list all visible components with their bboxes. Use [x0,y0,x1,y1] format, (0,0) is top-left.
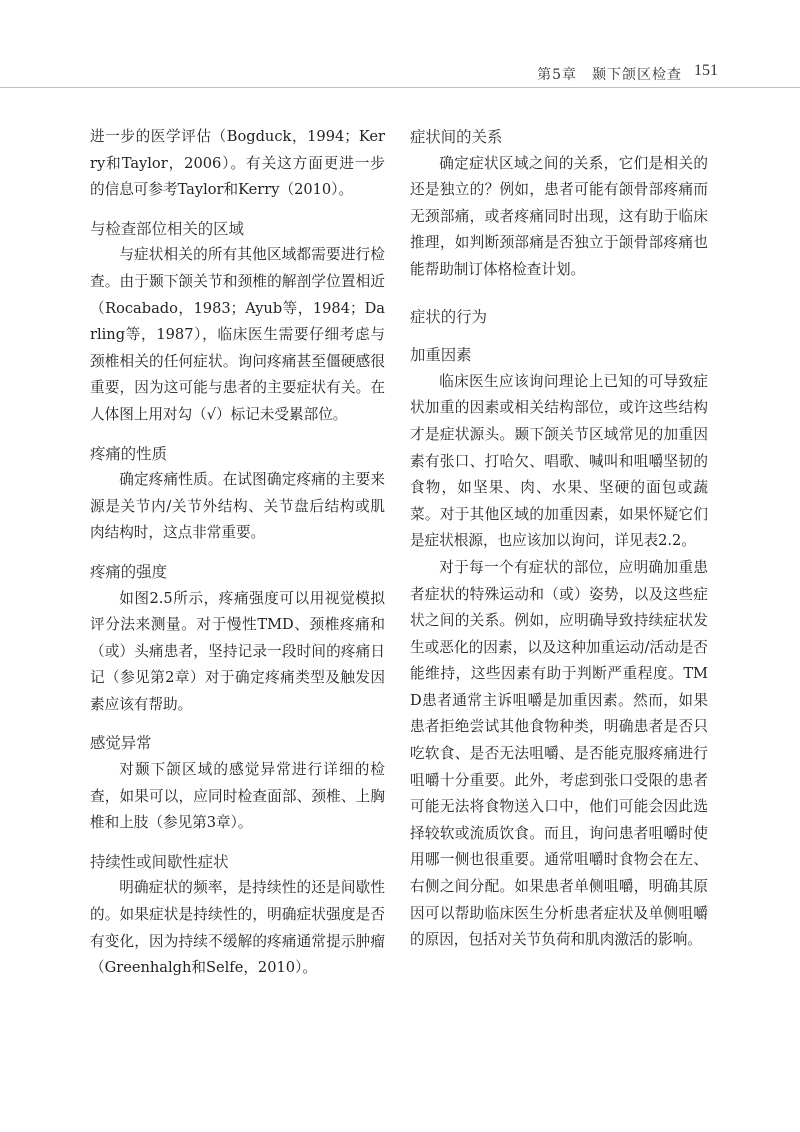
left-column [90,124,385,982]
right-column [410,124,708,954]
section-heading-constant-intermittent: 持续性或间歇性症状 [90,852,229,871]
paragraph-related-areas: 与症状相关的所有其他区域都需要进行检查。由于颞下颌关节和颈椎的解剖学位置相近（Rocabado，1983；Ayub等，1984；Darling等，1987），临床医生需要仔细考虑与颈椎相关的任何症状。询问疼痛甚至僵硬感很重要，因为这可能与患者的主要症状有关。在人体图上用对勾（√）标记未受累部位。 [90,246,385,423]
section-heading-pain-intensity: 疼痛的强度 [90,562,167,581]
paragraph-pain-quality: 确定疼痛性质。在试图确定疼痛的主要来源是关节内/关节外结构、关节盘后结构或肌肉结构时，这点非常重要。 [90,471,385,542]
paragraph-pain-intensity: 如图2.5所示，疼痛强度可以用视觉模拟评分法来测量。对于慢性TMD、颈椎疼痛和（或）头痛患者，坚持记录一段时间的疼痛日记（参见第2章）对于确定疼痛类型及触发因素应该有帮助。 [90,589,385,713]
section-heading-symptom-behaviour: 症状的行为 [410,307,487,326]
paragraph-paraesthesia: 对颞下颌区域的感觉异常进行详细的检查，如果可以，应同时检查面部、颈椎、上胸椎和上肢（参见第3章）。 [90,761,385,832]
paragraph-constant-intermittent: 明确症状的频率，是持续性的还是间歇性的。如果症状是持续性的，明确症状强度是否有变化，因为持续不缓解的疼痛通常提示肿瘤（Greenhalgh和Selfe，2010）。 [90,879,385,977]
section-heading-related-areas: 与检查部位相关的区域 [90,219,244,238]
section-heading-aggravating-factors: 加重因素 [410,346,472,365]
header-rule [0,87,800,88]
section-heading-pain-quality: 疼痛的性质 [90,444,167,463]
chapter-title: 第5章 颞下颌区检查 [537,67,682,83]
section-heading-symptom-relationship: 症状间的关系 [410,128,503,146]
paragraph-aggravating-factors-2: 对于每一个有症状的部位，应明确加重患者症状的特殊运动和（或）姿势，以及这些症状之间的关系。例如，应明确导致持续症状发生或恶化的因素，以及这种加重运动/活动是否能维持，这些因素有助于判断严重程度。TMD患者通常主诉咀嚼是加重因素。然而，如果患者拒绝尝试其他食物种类，明确患者是否只吃软食、是否无法咀嚼、是否能克服疼痛进行咀嚼十分重要。此外，考虑到张口受限的患者可能无法将食物送入口中，他们可能会因此选择较软或流质饮食。而且，询问患者咀嚼时使用哪一侧也很重要。通常咀嚼时食物会在左、右侧之间分配。如果患者单侧咀嚼，明确其原因可以帮助临床医生分析患者症状及单侧咀嚼的原因，包括对关节负荷和肌肉激活的影响。 [410,558,708,949]
paragraph-aggravating-factors-1: 临床医生应该询问理论上已知的可导致症状加重的因素或相关结构部位，或许这些结构才是症状源头。颞下颌关节区域常见的加重因素有张口、打哈欠、唱歌、喊叫和咀嚼坚韧的食物，如坚果、肉、水果、坚硬的面包或蔬菜。对于其他区域的加重因素，如果怀疑它们是症状根源，也应该加以询问，详见表2.2。 [410,372,708,550]
section-heading-paraesthesia: 感觉异常 [90,734,152,753]
page-number: 151 [694,62,718,79]
running-header [0,58,800,90]
intro-paragraph: 进一步的医学评估（Bogduck，1994；Kerry和Taylor，2006）。有关这方面更进一步的信息可参考Taylor和Kerry（2010）。 [90,128,385,199]
paragraph-symptom-relationship: 确定症状区域之间的关系，它们是相关的还是独立的？例如，患者可能有颌骨部疼痛而无颈部痛，或者疼痛同时出现，这有助于临床推理，如判断颈部痛是否独立于颌骨部疼痛也能帮助制订体格检查计划。 [410,154,708,278]
